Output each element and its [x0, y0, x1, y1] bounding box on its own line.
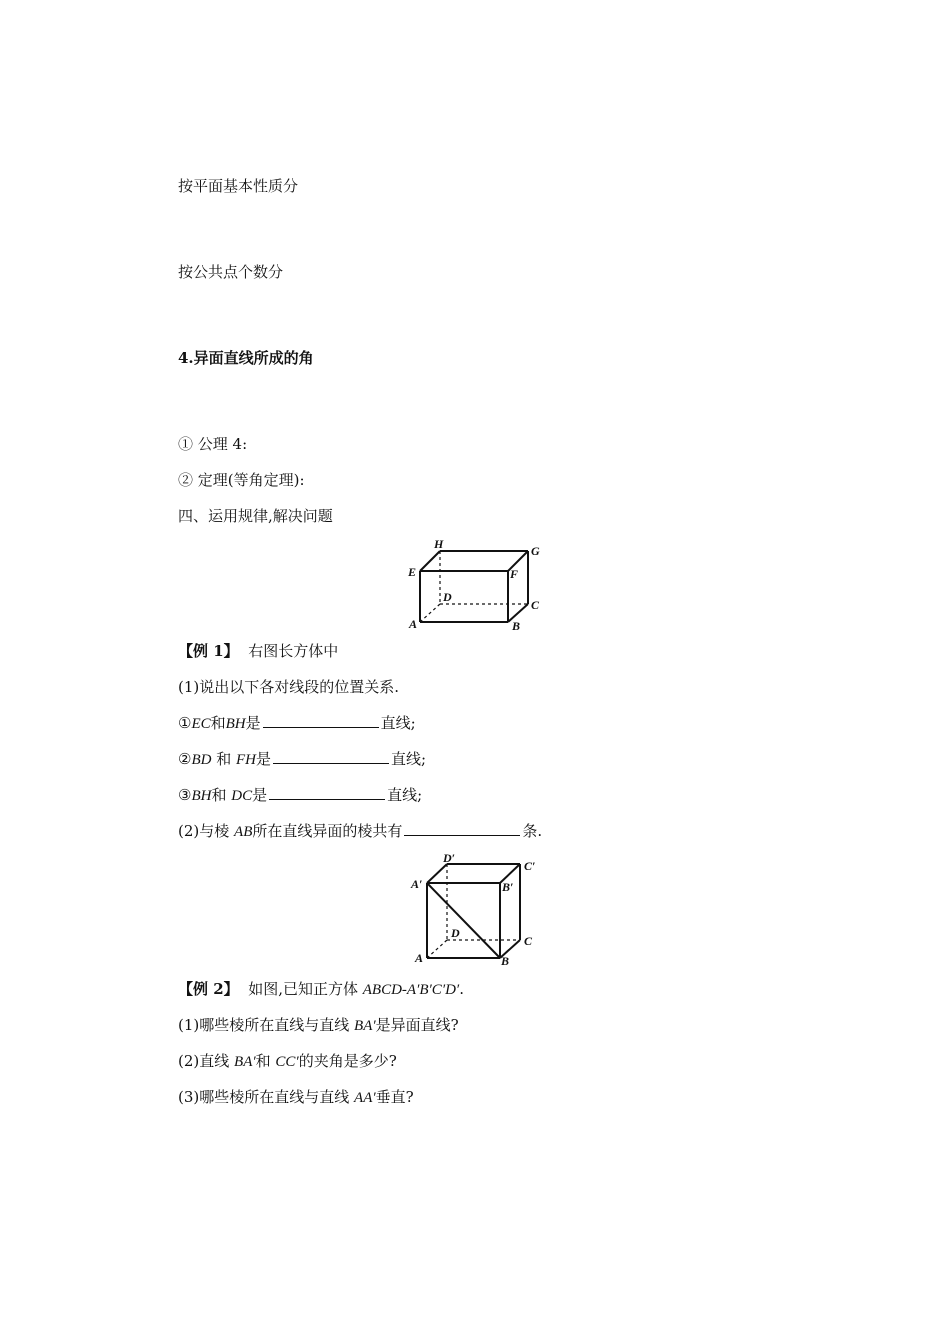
example2-q3: (3)哪些棱所在直线与直线 AA′垂直? [178, 1088, 414, 1106]
cube-figure [405, 850, 555, 970]
example1-q1: (1)说出以下各对线段的位置关系. [178, 678, 400, 696]
cuboid-figure [400, 536, 560, 636]
answer-blank[interactable] [263, 713, 379, 728]
label-F: F [510, 567, 519, 581]
example2-q1: (1)哪些棱所在直线与直线 BA′是异面直线? [178, 1016, 459, 1034]
section-plane-property: 按平面基本性质分 [178, 177, 299, 195]
label-A: A [415, 951, 424, 965]
example1-item-2: ②BD 和 FH是 直线; [178, 750, 427, 768]
label-G: G [531, 544, 540, 558]
answer-blank[interactable] [273, 749, 389, 764]
example2-title: 【例 2】 如图,已知正方体 ABCD-A′B′C′D′. [178, 980, 464, 998]
label-D-prime: D′ [443, 851, 456, 865]
example1-item-1: ①EC和BH是 直线; [178, 714, 416, 732]
equal-angle-theorem: ② 定理(等角定理): [178, 471, 305, 489]
answer-blank[interactable] [404, 821, 520, 836]
label-A: A [409, 617, 418, 631]
label-B: B [512, 619, 521, 633]
label-B: B [501, 954, 510, 968]
label-B-prime: B′ [502, 880, 514, 894]
example2-q2: (2)直线 BA′和 CC′的夹角是多少? [178, 1052, 397, 1070]
example1-item-3: ③BH和 DC是 直线; [178, 786, 423, 804]
label-A-prime: A′ [411, 877, 423, 891]
example1-q2: (2)与棱 AB所在直线异面的棱共有 条. [178, 822, 543, 840]
label-E: E [408, 565, 417, 579]
part-four-heading: 四、运用规律,解决问题 [178, 507, 333, 525]
heading-skew-angle: 4.异面直线所成的角 [178, 349, 314, 367]
label-D: D [451, 926, 460, 940]
label-C: C [524, 934, 533, 948]
section-common-points: 按公共点个数分 [178, 263, 284, 281]
answer-blank[interactable] [269, 785, 385, 800]
axiom-4: ① 公理 4: [178, 435, 248, 453]
example1-title: 【例 1】 右图长方体中 [178, 642, 339, 660]
label-C-prime: C′ [524, 859, 536, 873]
label-C: C [531, 598, 540, 612]
label-H: H [434, 537, 444, 551]
label-D: D [443, 590, 452, 604]
